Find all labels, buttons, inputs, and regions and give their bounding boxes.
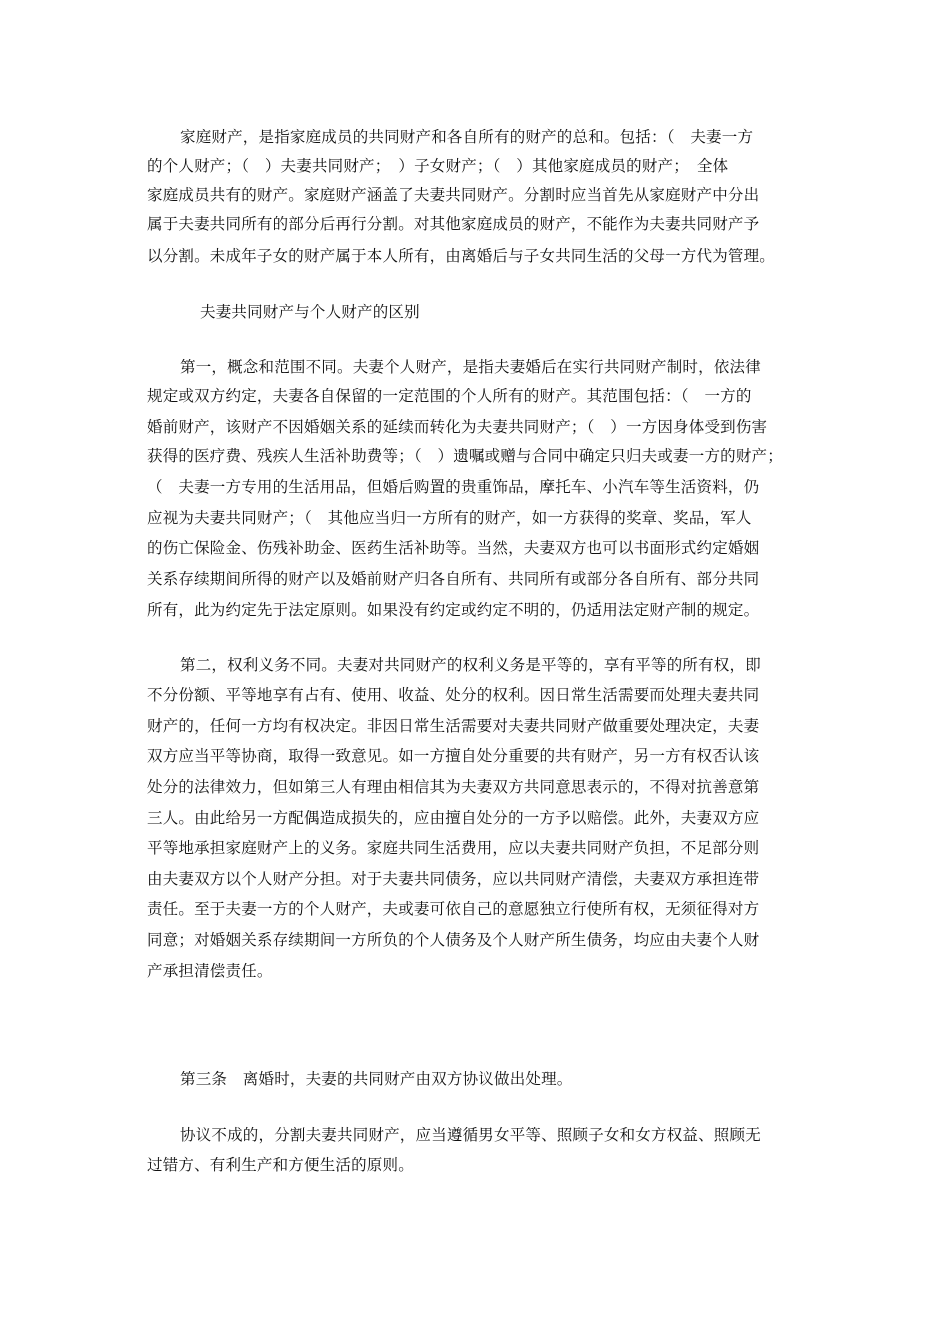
paragraph-first-line-6: 应视为夫妻共同财产；（ 其他应当归一方所有的财产，如一方获得的奖章、奖品，军人 [147,509,752,527]
paragraph-second-line-4: 双方应当平等协商，取得一致意见。如一方擅自处分重要的共有财产，另一方有权否认该 [147,747,760,765]
paragraph-first-line-9: 所有，此为约定先于法定原则。如果没有约定或约定不明的，仍适用法定财产制的规定。 [147,601,760,619]
paragraph-first-line-1: 第一，概念和范围不同。夫妻个人财产，是指夫妻婚后在实行共同财产制时，依法律 [180,358,761,376]
paragraph-first-line-4: 获得的医疗费、残疾人生活补助费等；（ ）遗嘱或赠与合同中确定只归夫或妻一方的财产； [147,447,783,465]
paragraph-first-line-5: （ 夫妻一方专用的生活用品，但婚后购置的贵重饰品，摩托车、小汽车等生活资料，仍 [147,478,760,496]
paragraph-1-line-4: 属于夫妻共同所有的部分后再行分割。对其他家庭成员的财产，不能作为夫妻共同财产予 [147,215,760,233]
paragraph-first-line-3: 婚前财产，该财产不因婚姻关系的延续而转化为夫妻共同财产；（ ）一方因身体受到伤害 [147,418,768,436]
paragraph-second-line-11: 产承担清偿责任。 [147,962,273,980]
paragraph-last-line-1: 协议不成的，分割夫妻共同财产，应当遵循男女平等、照顾子女和女方权益、照顾无 [180,1126,761,1144]
section-heading: 夫妻共同财产与个人财产的区别 [200,303,420,321]
paragraph-second-line-9: 责任。至于夫妻一方的个人财产，夫或妻可依自己的意愿独立行使所有权，无须征得对方 [147,900,760,918]
paragraph-second-line-6: 三人。由此给另一方配偶造成损失的，应由擅自处分的一方予以赔偿。此外，夫妻双方应 [147,809,760,827]
paragraph-second-line-7: 平等地承担家庭财产上的义务。家庭共同生活费用，应以夫妻共同财产负担，不足部分则 [147,839,760,857]
paragraph-second-line-2: 不分份额、平等地享有占有、使用、收益、处分的权利。因日常生活需要而处理夫妻共同 [147,686,760,704]
paragraph-second-line-10: 同意；对婚姻关系存续期间一方所负的个人债务及个人财产所生债务，均应由夫妻个人财 [147,931,760,949]
paragraph-first-line-8: 关系存续期间所得的财产以及婚前财产归各自所有、共同所有或部分各自所有、部分共同 [147,570,760,588]
paragraph-second-line-8: 由夫妻双方以个人财产分担。对于夫妻共同债务，应以共同财产清偿，夫妻双方承担连带 [147,870,760,888]
paragraph-second-line-5: 处分的法律效力，但如第三人有理由相信其为夫妻双方共同意思表示的，不得对抗善意第 [147,778,760,796]
paragraph-1-line-1: 家庭财产，是指家庭成员的共同财产和各自所有的财产的总和。包括：（ 夫妻一方 [180,128,754,146]
paragraph-first-line-2: 规定或双方约定，夫妻各自保留的一定范围的个人所有的财产。其范围包括：（ 一方的 [147,387,752,405]
paragraph-second-line-1: 第二，权利义务不同。夫妻对共同财产的权利义务是平等的，享有平等的所有权，即 [180,656,761,674]
paragraph-1-line-5: 以分割。未成年子女的财产属于本人所有，由离婚后与子女共同生活的父母一方代为管理。 [147,247,776,265]
paragraph-last-line-2: 过错方、有利生产和方便生活的原则。 [147,1156,414,1174]
paragraph-first-line-7: 的伤亡保险金、伤残补助金、医药生活补助等。当然，夫妻双方也可以书面形式约定婚姻 [147,539,760,557]
paragraph-second-line-3: 财产的，任何一方均有权决定。非因日常生活需要对夫妻共同财产做重要处理决定，夫妻 [147,717,760,735]
article-three-heading: 第三条 离婚时，夫妻的共同财产由双方协议做出处理。 [180,1070,573,1088]
paragraph-1-line-2: 的个人财产；（ ）夫妻共同财产； ）子女财产；（ ）其他家庭成员的财产； 全体 [147,157,729,175]
paragraph-1-line-3: 家庭成员共有的财产。家庭财产涵盖了夫妻共同财产。分割时应当首先从家庭财产中分出 [147,186,760,204]
